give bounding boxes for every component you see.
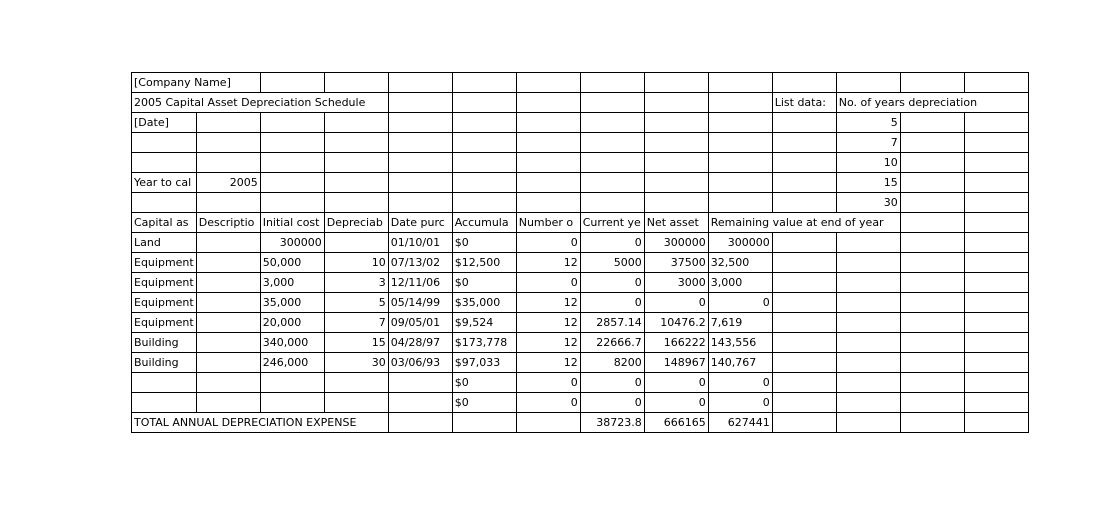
cell-current-year[interactable]: 8200 [580,353,644,373]
empty-cell[interactable] [516,133,580,153]
empty-cell[interactable] [452,173,516,193]
cell-remaining[interactable]: 300000 [708,233,772,253]
empty-cell[interactable] [644,193,708,213]
empty-cell[interactable] [388,73,452,93]
cell-asset[interactable] [132,393,197,413]
list-value[interactable]: 10 [836,153,900,173]
empty-cell[interactable] [324,153,388,173]
table-row [132,233,1029,253]
empty-cell[interactable] [836,373,900,393]
empty-cell[interactable] [708,153,772,173]
company-name[interactable]: [Company Name] [132,73,261,93]
empty-cell[interactable] [196,133,260,153]
cell-description[interactable] [196,373,260,393]
empty-cell[interactable] [196,113,260,133]
empty-cell[interactable] [964,413,1028,433]
cell-dep-years[interactable]: 7 [324,313,388,333]
empty-cell[interactable] [644,173,708,193]
cell-description[interactable] [196,273,260,293]
cell-description[interactable] [196,253,260,273]
empty-cell[interactable] [900,273,964,293]
empty-cell[interactable] [708,173,772,193]
table-row [132,373,1029,393]
table-row [132,273,1029,293]
table-row [132,333,1029,353]
table-row [132,293,1029,313]
cell-asset[interactable]: Building [132,353,197,373]
empty-cell[interactable] [900,313,964,333]
cell-net-asset[interactable]: 166222 [644,333,708,353]
cell-current-year[interactable]: 0 [580,233,644,253]
table-row [132,253,1029,273]
empty-cell[interactable] [900,233,964,253]
cell-current-year[interactable]: 0 [580,373,644,393]
sheet-row-totals [132,413,1029,433]
empty-cell[interactable] [580,133,644,153]
empty-cell[interactable] [900,213,964,233]
cell-remaining[interactable]: 143,556 [708,333,772,353]
cell-date-purchased[interactable]: 12/11/06 [388,273,452,293]
date-cell[interactable]: [Date] [132,113,197,133]
sheet-row-list [132,193,1029,213]
empty-cell[interactable] [388,113,452,133]
column-header[interactable]: Date purc [388,213,452,233]
cell-number[interactable]: 0 [516,273,580,293]
cell-initial-cost[interactable]: 340,000 [260,333,324,353]
empty-cell[interactable] [964,133,1028,153]
column-header[interactable]: Initial cost [260,213,324,233]
empty-cell[interactable] [708,93,772,113]
empty-cell[interactable] [260,193,324,213]
empty-cell[interactable] [644,133,708,153]
total-current-year[interactable]: 38723.8 [580,413,644,433]
cell-net-asset[interactable]: 37500 [644,253,708,273]
cell-net-asset[interactable]: 0 [644,293,708,313]
empty-cell[interactable] [836,253,900,273]
cell-dep-years[interactable]: 3 [324,273,388,293]
column-header[interactable]: Accumula [452,213,516,233]
empty-cell[interactable] [772,73,836,93]
cell-initial-cost[interactable] [260,393,324,413]
empty-cell[interactable] [452,193,516,213]
empty-cell[interactable] [388,193,452,213]
empty-cell[interactable] [964,333,1028,353]
empty-cell[interactable] [644,113,708,133]
empty-cell[interactable] [964,73,1028,93]
empty-cell[interactable] [772,173,836,193]
empty-cell[interactable] [516,113,580,133]
sheet-row-date [132,113,1029,133]
cell-dep-years[interactable] [324,233,388,253]
empty-cell[interactable] [516,413,580,433]
empty-cell[interactable] [644,153,708,173]
cell-initial-cost[interactable]: 50,000 [260,253,324,273]
empty-cell[interactable] [772,373,836,393]
cell-net-asset[interactable]: 300000 [644,233,708,253]
empty-cell[interactable] [836,313,900,333]
empty-cell[interactable] [644,93,708,113]
cell-date-purchased[interactable] [388,373,452,393]
empty-cell[interactable] [900,393,964,413]
empty-cell[interactable] [772,293,836,313]
empty-cell[interactable] [388,93,452,113]
cell-asset[interactable]: Equipment [132,313,197,333]
empty-cell[interactable] [708,73,772,93]
empty-cell[interactable] [260,173,324,193]
empty-cell[interactable] [772,233,836,253]
list-value[interactable]: 7 [836,133,900,153]
empty-cell[interactable] [516,73,580,93]
cell-accumulated[interactable]: $35,000 [452,293,516,313]
empty-cell[interactable] [772,333,836,353]
cell-current-year[interactable]: 5000 [580,253,644,273]
empty-cell[interactable] [964,153,1028,173]
cell-asset[interactable]: Equipment [132,293,197,313]
cell-dep-years[interactable]: 15 [324,333,388,353]
cell-date-purchased[interactable]: 05/14/99 [388,293,452,313]
cell-date-purchased[interactable]: 07/13/02 [388,253,452,273]
cell-date-purchased[interactable]: 01/10/01 [388,233,452,253]
empty-cell[interactable] [580,93,644,113]
empty-cell[interactable] [132,133,197,153]
empty-cell[interactable] [964,213,1028,233]
empty-cell[interactable] [196,193,260,213]
cell-dep-years[interactable]: 10 [324,253,388,273]
cell-number[interactable]: 12 [516,313,580,333]
cell-remaining[interactable]: 0 [708,373,772,393]
cell-accumulated[interactable]: $97,033 [452,353,516,373]
cell-date-purchased[interactable] [388,393,452,413]
empty-cell[interactable] [452,153,516,173]
empty-cell[interactable] [260,73,324,93]
empty-cell[interactable] [900,173,964,193]
empty-cell[interactable] [324,73,388,93]
cell-description[interactable] [196,293,260,313]
empty-cell[interactable] [900,353,964,373]
empty-cell[interactable] [900,413,964,433]
column-header[interactable]: Descriptio [196,213,260,233]
empty-cell[interactable] [964,113,1028,133]
cell-accumulated[interactable]: $0 [452,373,516,393]
cell-asset[interactable]: Equipment [132,273,197,293]
cell-number[interactable]: 12 [516,293,580,313]
empty-cell[interactable] [132,153,197,173]
column-header[interactable]: Depreciab [324,213,388,233]
empty-cell[interactable] [900,153,964,173]
cell-description[interactable] [196,353,260,373]
sheet-row-company [132,73,1029,93]
empty-cell[interactable] [324,133,388,153]
empty-cell[interactable] [580,113,644,133]
cell-remaining[interactable]: 3,000 [708,273,772,293]
empty-cell[interactable] [964,293,1028,313]
cell-remaining[interactable]: 32,500 [708,253,772,273]
column-header[interactable]: Remaining value at end of year [708,213,900,233]
empty-cell[interactable] [452,133,516,153]
total-net-asset[interactable]: 666165 [644,413,708,433]
empty-cell[interactable] [516,93,580,113]
empty-cell[interactable] [964,353,1028,373]
cell-dep-years[interactable] [324,393,388,413]
cell-accumulated[interactable]: $12,500 [452,253,516,273]
cell-asset[interactable]: Land [132,233,197,253]
cell-initial-cost[interactable]: 246,000 [260,353,324,373]
empty-cell[interactable] [772,153,836,173]
schedule-title[interactable]: 2005 Capital Asset Depreciation Schedule [132,93,389,113]
empty-cell[interactable] [900,133,964,153]
cell-number[interactable]: 0 [516,373,580,393]
empty-cell[interactable] [900,73,964,93]
cell-date-purchased[interactable]: 03/06/93 [388,353,452,373]
empty-cell[interactable] [516,153,580,173]
empty-cell[interactable] [388,173,452,193]
list-data-header[interactable]: No. of years depreciation [836,93,1028,113]
empty-cell[interactable] [964,193,1028,213]
empty-cell[interactable] [836,413,900,433]
empty-cell[interactable] [772,313,836,333]
cell-number[interactable]: 0 [516,233,580,253]
cell-net-asset[interactable]: 10476.2 [644,313,708,333]
cell-net-asset[interactable]: 148967 [644,353,708,373]
empty-cell[interactable] [324,193,388,213]
empty-cell[interactable] [836,393,900,413]
total-remaining[interactable]: 627441 [708,413,772,433]
empty-cell[interactable] [836,73,900,93]
cell-date-purchased[interactable]: 04/28/97 [388,333,452,353]
cell-initial-cost[interactable]: 3,000 [260,273,324,293]
cell-description[interactable] [196,333,260,353]
cell-initial-cost[interactable]: 35,000 [260,293,324,313]
empty-cell[interactable] [580,173,644,193]
sheet-row-list [132,153,1029,173]
cell-net-asset[interactable]: 3000 [644,273,708,293]
empty-cell[interactable] [964,233,1028,253]
column-header[interactable]: Current ye [580,213,644,233]
empty-cell[interactable] [644,73,708,93]
column-header[interactable]: Capital as [132,213,197,233]
table-row [132,313,1029,333]
cell-current-year[interactable]: 0 [580,393,644,413]
empty-cell[interactable] [772,353,836,373]
empty-cell[interactable] [708,113,772,133]
cell-current-year[interactable]: 0 [580,293,644,313]
cell-number[interactable]: 0 [516,393,580,413]
empty-cell[interactable] [836,273,900,293]
list-value[interactable]: 5 [836,113,900,133]
cell-initial-cost[interactable]: 300000 [260,233,324,253]
empty-cell[interactable] [452,73,516,93]
cell-asset[interactable]: Building [132,333,197,353]
empty-cell[interactable] [964,173,1028,193]
empty-cell[interactable] [964,373,1028,393]
cell-accumulated[interactable]: $0 [452,393,516,413]
empty-cell[interactable] [964,253,1028,273]
cell-current-year[interactable]: 22666.7 [580,333,644,353]
cell-current-year[interactable]: 2857.14 [580,313,644,333]
empty-cell[interactable] [516,173,580,193]
cell-net-asset[interactable]: 0 [644,373,708,393]
empty-cell[interactable] [132,193,197,213]
sheet-row-year [132,173,1029,193]
empty-cell[interactable] [388,413,452,433]
cell-initial-cost[interactable]: 20,000 [260,313,324,333]
cell-initial-cost[interactable] [260,373,324,393]
empty-cell[interactable] [836,233,900,253]
empty-cell[interactable] [900,373,964,393]
empty-cell[interactable] [964,313,1028,333]
cell-dep-years[interactable] [324,373,388,393]
empty-cell[interactable] [452,413,516,433]
empty-cell[interactable] [900,293,964,313]
cell-date-purchased[interactable]: 09/05/01 [388,313,452,333]
empty-cell[interactable] [388,133,452,153]
sheet-row-title [132,93,1029,113]
empty-cell[interactable] [964,273,1028,293]
empty-cell[interactable] [260,113,324,133]
empty-cell[interactable] [772,253,836,273]
year-to-calc-value[interactable]: 2005 [196,173,260,193]
empty-cell[interactable] [388,153,452,173]
cell-remaining[interactable]: 0 [708,293,772,313]
cell-dep-years[interactable]: 5 [324,293,388,313]
list-data-label[interactable]: List data: [772,93,836,113]
empty-cell[interactable] [324,113,388,133]
table-row [132,393,1029,413]
cell-asset[interactable]: Equipment [132,253,197,273]
cell-accumulated[interactable]: $173,778 [452,333,516,353]
empty-cell[interactable] [516,193,580,213]
empty-cell[interactable] [900,113,964,133]
cell-remaining[interactable]: 7,619 [708,313,772,333]
column-header[interactable]: Net asset [644,213,708,233]
depreciation-spreadsheet [131,72,1029,433]
empty-cell[interactable] [580,193,644,213]
empty-cell[interactable] [260,153,324,173]
totals-label[interactable]: TOTAL ANNUAL DEPRECIATION EXPENSE [132,413,389,433]
empty-cell[interactable] [324,173,388,193]
empty-cell[interactable] [836,293,900,313]
sheet-row-list [132,133,1029,153]
empty-cell[interactable] [452,113,516,133]
empty-cell[interactable] [900,193,964,213]
empty-cell[interactable] [260,133,324,153]
empty-cell[interactable] [708,193,772,213]
cell-accumulated[interactable]: $9,524 [452,313,516,333]
empty-cell[interactable] [580,153,644,173]
cell-current-year[interactable]: 0 [580,273,644,293]
cell-number[interactable]: 12 [516,253,580,273]
cell-accumulated[interactable]: $0 [452,273,516,293]
cell-number[interactable]: 12 [516,353,580,373]
table-row [132,353,1029,373]
list-value[interactable]: 15 [836,173,900,193]
empty-cell[interactable] [772,393,836,413]
cell-description[interactable] [196,313,260,333]
empty-cell[interactable] [836,353,900,373]
cell-number[interactable]: 12 [516,333,580,353]
column-header[interactable]: Number o [516,213,580,233]
empty-cell[interactable] [452,93,516,113]
cell-remaining[interactable]: 140,767 [708,353,772,373]
empty-cell[interactable] [772,113,836,133]
empty-cell[interactable] [836,333,900,353]
empty-cell[interactable] [580,73,644,93]
cell-asset[interactable] [132,373,197,393]
year-to-calc-label[interactable]: Year to cal [132,173,197,193]
cell-accumulated[interactable]: $0 [452,233,516,253]
empty-cell[interactable] [196,153,260,173]
empty-cell[interactable] [772,193,836,213]
cell-net-asset[interactable]: 0 [644,393,708,413]
cell-remaining[interactable]: 0 [708,393,772,413]
empty-cell[interactable] [772,273,836,293]
empty-cell[interactable] [772,413,836,433]
empty-cell[interactable] [708,133,772,153]
empty-cell[interactable] [964,393,1028,413]
cell-dep-years[interactable]: 30 [324,353,388,373]
list-value[interactable]: 30 [836,193,900,213]
empty-cell[interactable] [772,133,836,153]
sheet-row-headers [132,213,1029,233]
cell-description[interactable] [196,393,260,413]
empty-cell[interactable] [900,333,964,353]
cell-description[interactable] [196,233,260,253]
empty-cell[interactable] [900,253,964,273]
